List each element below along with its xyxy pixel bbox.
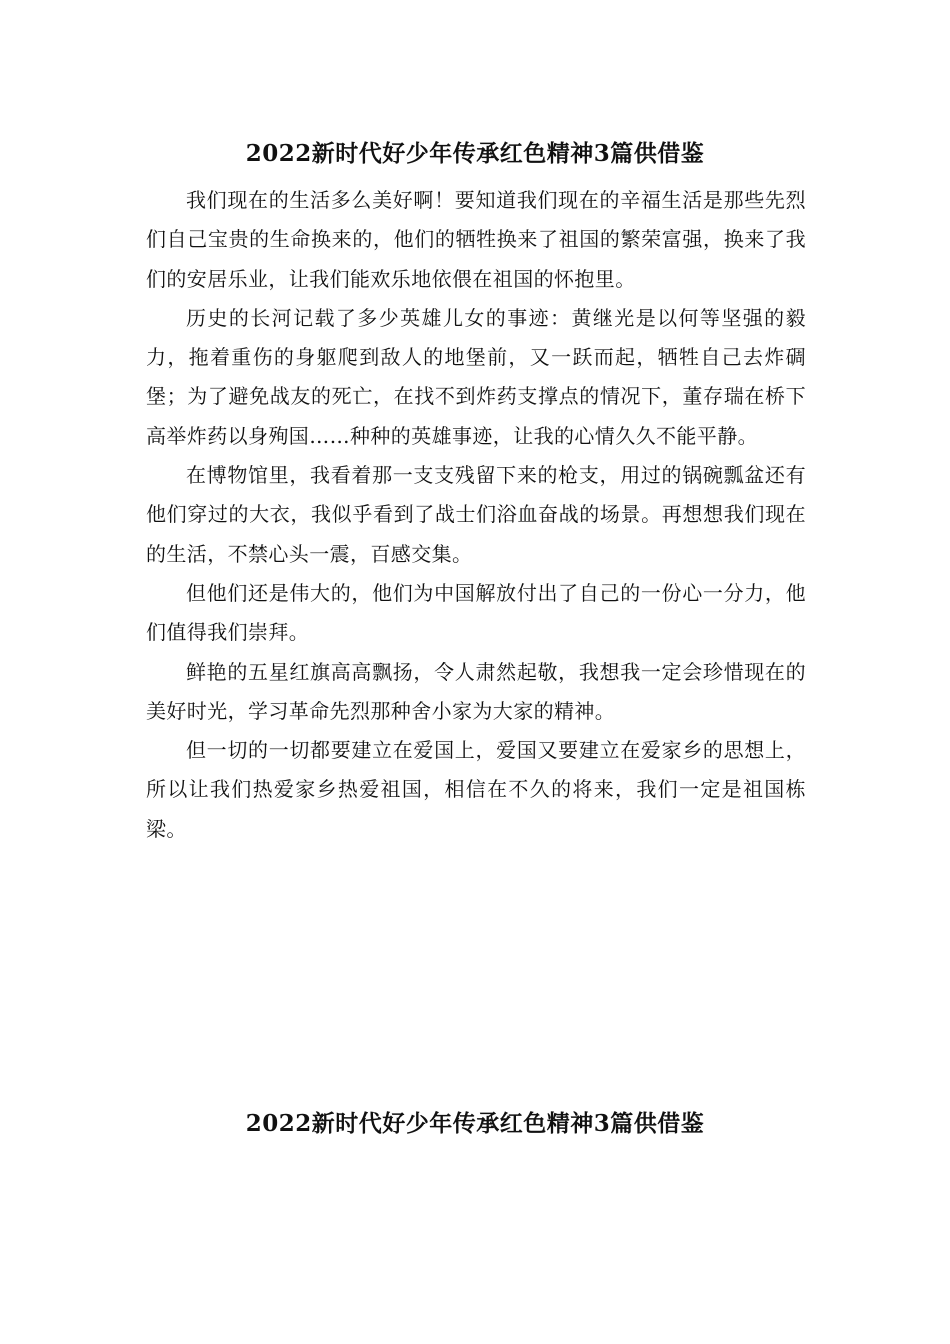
- paragraph-6: 但一切的一切都要建立在爱国上，爱国又要建立在爱家乡的思想上，所以让我们热爱家乡热爱祖国，相信在不久的将来，我们一定是祖国栋梁。: [146, 738, 806, 841]
- paragraph-5: 鲜艳的五星红旗高高飘扬，令人肃然起敬，我想我一定会珍惜现在的美好时光，学习革命先烈那种舍小家为大家的精神。: [146, 659, 806, 723]
- paragraph-4: 但他们还是伟大的，他们为中国解放付出了自己的一份心一分力，他们值得我们崇拜。: [146, 580, 806, 645]
- paragraph-2: 历史的长河记载了多少英雄儿女的事迹：黄继光是以何等坚强的毅力，拖着重伤的身躯爬到敌人的地堡前，又一跃而起，牺牲自己去炸碉堡；为了避免战友的死亡，在找不到炸药支撑点的情况下，董存瑞在桥下高举炸药以身殉国……种种的英雄事迹，让我的心情久久不能平静。: [146, 305, 806, 448]
- section-title: 2022新时代好少年传承红色精神3篇供借鉴: [245, 1110, 705, 1137]
- paragraph-3: 在博物馆里，我看着那一支支残留下来的枪支，用过的锅碗瓢盆还有他们穿过的大衣，我似乎看到了战士们浴血奋战的场景。再想想我们现在的生活，不禁心头一震，百感交集。: [146, 463, 806, 566]
- paragraph-1: 我们现在的生活多么美好啊！要知道我们现在的辛福生活是那些先烈们自己宝贵的生命换来的，他们的牺牲换来了祖国的繁荣富强，换来了我们的安居乐业，让我们能欢乐地依偎在祖国的怀抱里。: [146, 188, 806, 291]
- document-body: [146, 181, 806, 849]
- document-title: 2022新时代好少年传承红色精神3篇供借鉴: [245, 140, 705, 167]
